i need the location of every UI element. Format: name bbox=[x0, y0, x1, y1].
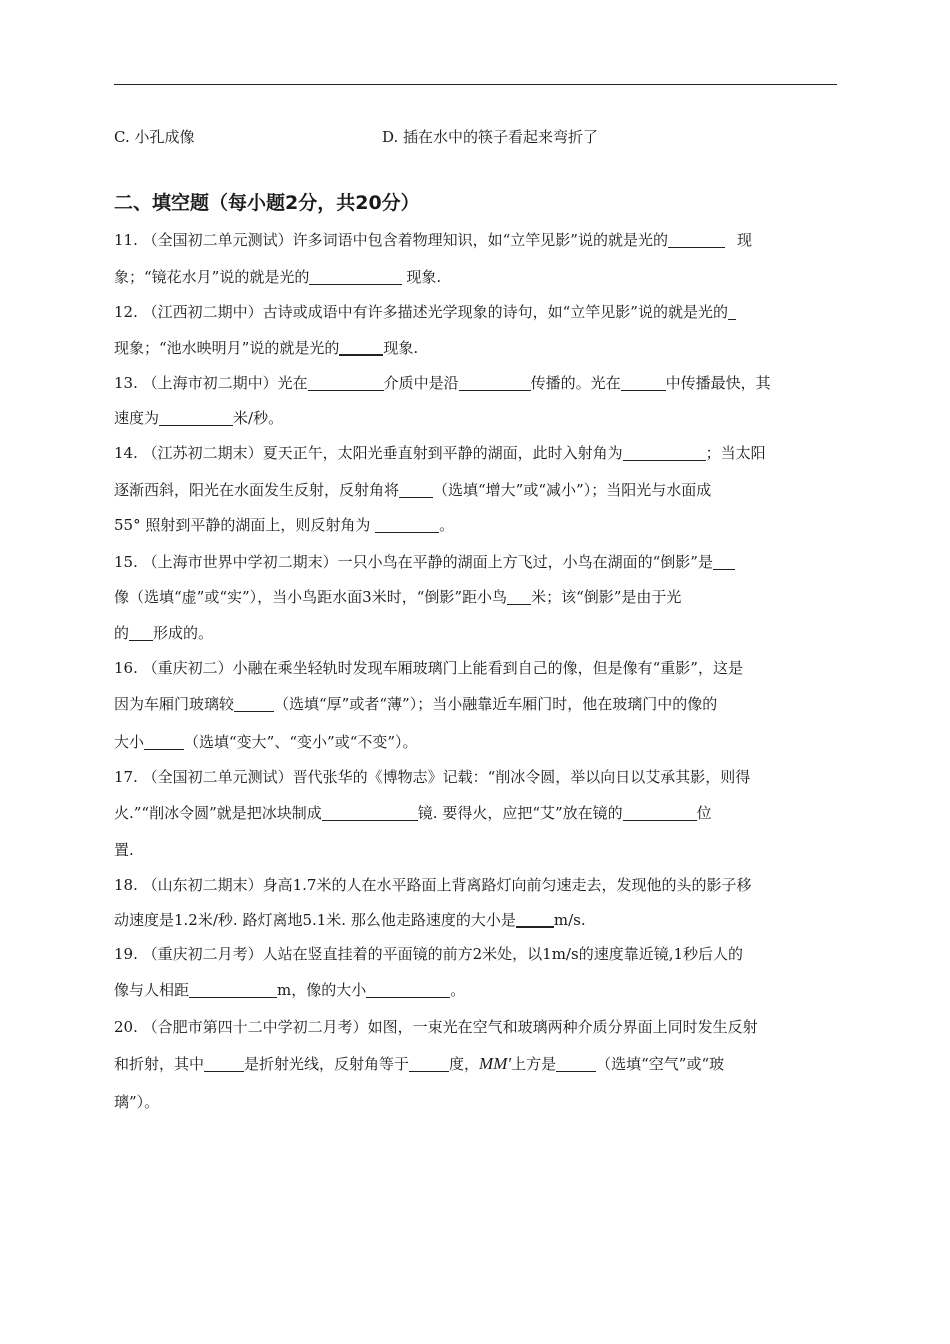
text: 因为车厢门玻璃较 bbox=[114, 695, 235, 713]
question-14-line-2 bbox=[114, 474, 837, 506]
answer-blank[interactable] bbox=[621, 372, 666, 391]
question-19-line-1 bbox=[114, 938, 837, 970]
text: 火.”“削冰令圆”就是把冰块制成 bbox=[114, 804, 322, 822]
text: 16. （重庆初二）小融在乘坐轻轨时发现车厢玻璃门上能看到自己的像，但是像有“重影”，这是 bbox=[114, 659, 743, 677]
text: 米；该“倒影”是由于光 bbox=[531, 588, 682, 606]
text: 19. （重庆初二月考）人站在竖直挂着的平面镜的前方2米处，以1m/s的速度靠近镜,1秒后人的 bbox=[114, 945, 744, 963]
option-d: D. 插在水中的筷子看起来弯折了 bbox=[382, 128, 599, 146]
answer-blank[interactable] bbox=[409, 1053, 449, 1072]
answer-blank[interactable] bbox=[322, 802, 418, 821]
text: 现 bbox=[736, 231, 752, 249]
answer-blank[interactable] bbox=[459, 372, 531, 391]
text: 11. （全国初二单元测试）许多词语中包含着物理知识，如“立竿见影”说的就是光的 bbox=[114, 231, 668, 249]
question-11-line-2 bbox=[114, 261, 837, 293]
text: 速度为 bbox=[114, 409, 160, 427]
answer-blank[interactable] bbox=[189, 979, 277, 998]
text: 和折射，其中 bbox=[114, 1055, 205, 1073]
text: （选填“厚”或者“薄”）；当小融靠近车厢门时，他在玻璃门中的像的 bbox=[274, 695, 718, 713]
question-17-line-3 bbox=[114, 834, 837, 866]
text: 18. （山东初二期末）身高1.7米的人在水平路面上背离路灯向前匀速走去，发现他的头的影子移 bbox=[114, 876, 752, 894]
text: 的 bbox=[114, 624, 130, 642]
question-14-line-3 bbox=[114, 509, 837, 541]
answer-blank[interactable] bbox=[375, 514, 439, 533]
text: 介质中是沿 bbox=[383, 374, 459, 392]
text: 20. （合肥市第四十二中学初二月考）如图，一束光在空气和玻璃两种介质分界面上同时发生反射 bbox=[114, 1018, 758, 1036]
question-20-line-1 bbox=[114, 1011, 837, 1043]
text: （选填“变大”、“变小”或“不变”）。 bbox=[184, 733, 418, 751]
text: m/s. bbox=[553, 911, 586, 929]
question-15-line-3 bbox=[114, 617, 837, 649]
text: 像（选填“虚”或“实”），当小鸟距水面3米时，“倒影”距小鸟 bbox=[114, 588, 508, 606]
text: 55° 照射到平静的湖面上，则反射角为 bbox=[114, 516, 376, 534]
answer-blank[interactable] bbox=[339, 336, 383, 356]
text: 14. （江苏初二期末）夏天正午，太阳光垂直射到平静的湖面，此时入射角为 bbox=[114, 444, 623, 462]
text: 形成的。 bbox=[153, 624, 214, 642]
question-12-line-2 bbox=[114, 332, 837, 364]
question-19-line-2 bbox=[114, 974, 837, 1006]
question-13-line-1 bbox=[114, 367, 837, 399]
answer-blank[interactable] bbox=[728, 301, 736, 320]
text: 璃”）。 bbox=[114, 1093, 160, 1111]
answer-blank[interactable] bbox=[129, 622, 153, 641]
text: 中传播最快，其 bbox=[665, 374, 771, 392]
text: 13. （上海市初二期中）光在 bbox=[114, 374, 308, 392]
answer-blank[interactable] bbox=[366, 979, 450, 998]
section-title: 二、填空题（每小题2分，共20分） bbox=[114, 192, 420, 214]
text: 位 bbox=[696, 804, 712, 822]
text: 米/秒。 bbox=[233, 409, 284, 427]
question-20-line-2 bbox=[114, 1048, 837, 1080]
question-20-line-3 bbox=[114, 1086, 837, 1118]
question-18-line-2 bbox=[114, 904, 837, 936]
option-c: C. 小孔成像 bbox=[114, 128, 195, 146]
answer-blank[interactable] bbox=[556, 1053, 596, 1072]
text: 大小 bbox=[114, 733, 145, 751]
answer-blank[interactable] bbox=[507, 586, 531, 605]
question-16-line-1 bbox=[114, 652, 837, 684]
text: 现象. bbox=[406, 268, 442, 286]
text: （选填“空气”或“玻 bbox=[596, 1055, 725, 1073]
text: 是折射光线，反射角等于 bbox=[244, 1055, 410, 1073]
answer-blank[interactable] bbox=[309, 266, 402, 285]
text: ；当太阳 bbox=[705, 444, 766, 462]
text: 12. （江西初二期中）古诗或成语中有许多描述光学现象的诗句，如“立竿见影”说的就是光的 bbox=[114, 303, 728, 321]
question-15-line-1 bbox=[114, 546, 837, 578]
text: 。 bbox=[439, 516, 455, 534]
text: 逐渐西斜，阳光在水面发生反射，反射角将 bbox=[114, 481, 400, 499]
question-16-line-2 bbox=[114, 688, 837, 720]
question-17-line-1 bbox=[114, 761, 837, 793]
answer-blank[interactable] bbox=[234, 693, 274, 712]
answer-blank[interactable] bbox=[623, 442, 706, 461]
answer-blank[interactable] bbox=[623, 802, 697, 821]
answer-blank[interactable] bbox=[204, 1053, 244, 1072]
answer-blank[interactable] bbox=[516, 908, 554, 928]
text: 动速度是1.2米/秒. 路灯离地5.1米. 那么他走路速度的大小是 bbox=[114, 911, 516, 929]
answer-blank[interactable] bbox=[144, 731, 184, 750]
answer-blank[interactable] bbox=[668, 229, 725, 248]
text: 置. bbox=[114, 841, 134, 859]
header-rule bbox=[114, 84, 837, 85]
text: 。 bbox=[450, 981, 466, 999]
mm-prime-symbol: MM′ bbox=[479, 1054, 512, 1073]
question-13-line-2 bbox=[114, 402, 837, 434]
question-16-line-3 bbox=[114, 726, 837, 758]
options-row bbox=[114, 126, 837, 148]
text: 传播的。光在 bbox=[530, 374, 621, 392]
text: 度， bbox=[449, 1055, 480, 1073]
answer-blank[interactable] bbox=[713, 551, 735, 570]
text: m，像的大小 bbox=[277, 981, 367, 999]
text: （选填“增大”或“减小”）；当阳光与水面成 bbox=[433, 481, 712, 499]
text: 镜. 要得火，应把“艾”放在镜的 bbox=[417, 804, 623, 822]
question-18-line-1 bbox=[114, 869, 837, 901]
question-11-line-1 bbox=[114, 224, 837, 256]
question-17-line-2 bbox=[114, 797, 837, 829]
answer-blank[interactable] bbox=[159, 407, 233, 426]
text: 17. （全国初二单元测试）晋代张华的《博物志》记载：“削冰令圆，举以向日以艾承其影，则得 bbox=[114, 768, 751, 786]
text: 象；“镜花水月”说的就是光的 bbox=[114, 268, 310, 286]
answer-blank[interactable] bbox=[308, 372, 384, 391]
question-12-line-1 bbox=[114, 296, 837, 328]
text: 上方是 bbox=[511, 1055, 557, 1073]
text: 15. （上海市世界中学初二期末）一只小鸟在平静的湖面上方飞过，小鸟在湖面的“倒影”是 bbox=[114, 553, 713, 571]
text: 像与人相距 bbox=[114, 981, 190, 999]
question-15-line-2 bbox=[114, 581, 837, 613]
text: 现象. bbox=[383, 339, 419, 357]
question-14-line-1 bbox=[114, 437, 837, 469]
text: 现象；“池水映明月”说的就是光的 bbox=[114, 339, 340, 357]
answer-blank[interactable] bbox=[399, 479, 433, 498]
